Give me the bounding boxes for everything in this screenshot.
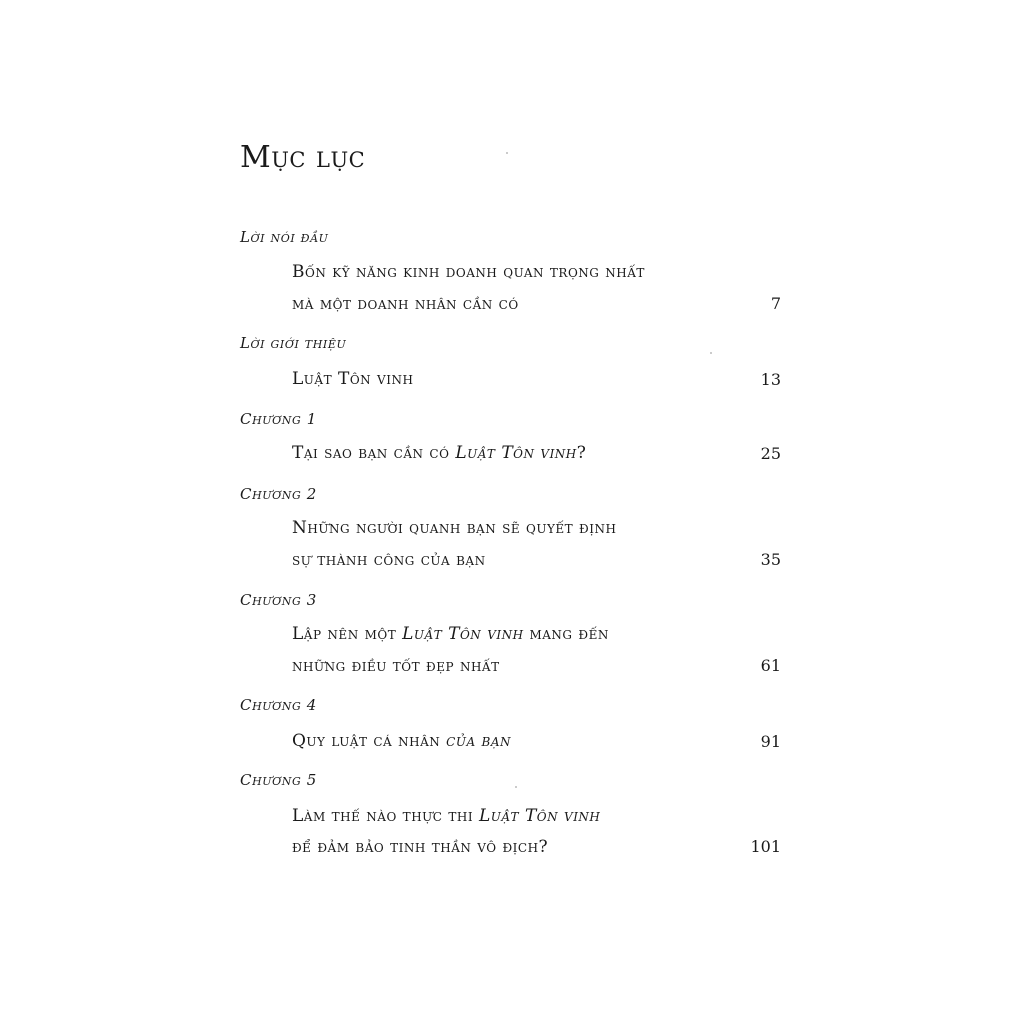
entry-title-introduction-line1: Luật Tôn vinh (292, 369, 414, 389)
entry-title-chapter-4-pre: Quy luật cá nhân (292, 731, 447, 751)
page-number-chapter-4: 91 (760, 732, 781, 751)
section-label-chapter-4: Chương 4 (240, 696, 317, 714)
entry-title-chapter-2-line2: sự thành công của bạn (292, 550, 486, 570)
entry-title-chapter-1-em: Luật Tôn vinh (455, 443, 577, 463)
entry-title-chapter-1-pre: Tại sao bạn cần có (292, 443, 456, 463)
page-number-introduction: 13 (760, 370, 781, 389)
entry-title-chapter-3-line2: những điều tốt đẹp nhất (292, 656, 500, 676)
scan-speck (710, 352, 712, 354)
entry-title-chapter-5-line2: để đảm bảo tinh thần vô địch? (292, 837, 549, 857)
entry-title-chapter-3-post: mang đến (523, 624, 609, 644)
section-label-chapter-5: Chương 5 (240, 771, 317, 789)
page-number-chapter-1: 25 (760, 444, 781, 463)
section-label-chapter-3: Chương 3 (240, 591, 317, 609)
entry-title-chapter-5-line1 (292, 806, 600, 826)
entry-title-chapter-3-line1 (292, 624, 609, 644)
page-title: Mục lục (240, 140, 366, 175)
section-label-preface: Lời nói đầu (240, 228, 329, 246)
entry-title-chapter-1-post: ? (576, 443, 587, 463)
page-number-chapter-5: 101 (750, 837, 781, 856)
section-label-chapter-2: Chương 2 (240, 485, 317, 503)
entry-title-chapter-4-line1 (292, 731, 511, 751)
section-label-chapter-1: Chương 1 (240, 410, 317, 428)
section-label-introduction: Lời giới thiệu (240, 334, 347, 352)
entry-title-preface-line1: Bốn kỹ năng kinh doanh quan trọng nhất (292, 262, 645, 282)
scan-speck (515, 786, 517, 788)
page-number-chapter-3: 61 (760, 656, 781, 675)
entry-title-preface-line2: mà một doanh nhân cần có (292, 294, 519, 314)
entry-title-chapter-5-pre: Làm thế nào thực thi (292, 806, 479, 826)
entry-title-chapter-3-pre: Lập nên một (292, 624, 403, 644)
page-number-chapter-2: 35 (760, 550, 781, 569)
entry-title-chapter-5-em: Luật Tôn vinh (478, 806, 601, 826)
entry-title-chapter-4-em: của bạn (446, 731, 512, 751)
page-number-preface: 7 (770, 294, 781, 313)
entry-title-chapter-1-line1 (292, 443, 586, 463)
scan-speck (506, 152, 508, 154)
entry-title-chapter-2-line1: Những người quanh bạn sẽ quyết định (292, 518, 617, 538)
entry-title-chapter-3-em: Luật Tôn vinh (402, 624, 524, 644)
